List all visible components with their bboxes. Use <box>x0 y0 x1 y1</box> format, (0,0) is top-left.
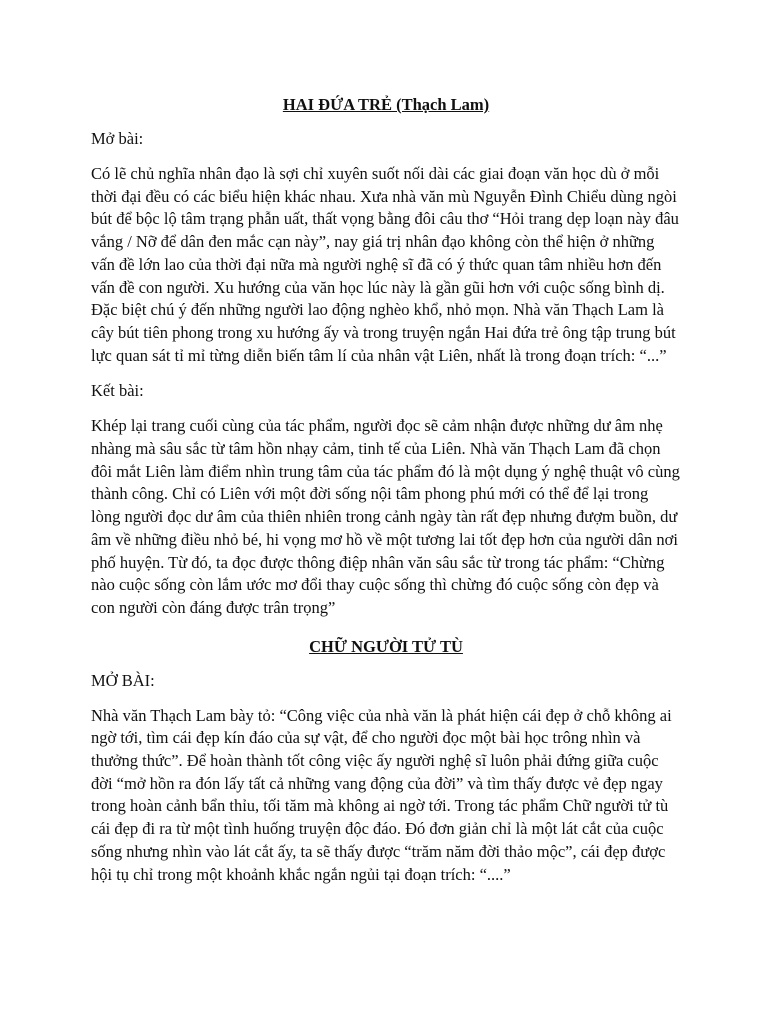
conclusion-paragraph: Khép lại trang cuối cùng của tác phẩm, người đọc sẽ cảm nhận được những dư âm nhẹ nhàng mà sâu sắc từ tâm hồn nhạy cảm, tinh tế của Liên. Nhà văn Thạch Lam đã chọn đôi mắt Liên làm điểm nhìn trung tâm của tác phẩm đó là một dụng ý nghệ thuật vô cùng thành công. Chỉ có Liên với một đời sống nội tâm phong phú mới có thể để lại trong lòng người đọc dư âm của thiên nhiên trong cảnh ngày tàn rất đẹp nhưng đượm buồn, dư âm về những điều nhỏ bé, hi vọng mơ hồ về một tương lai tốt đẹp hơn của người dân nơi phố huyện. Từ đó, ta đọc được thông điệp nhân văn sâu sắc từ trong tác phẩm: “Chừng nào cuộc sống còn lắm ước mơ đổi thay cuộc sống thì chừng đó cuộc sống còn đẹp và con người còn đáng được trân trọng” <box>91 416 680 617</box>
conclusion-label: Kết bài: <box>91 381 144 401</box>
intro-paragraph: Có lẽ chủ nghĩa nhân đạo là sợi chỉ xuyên suốt nối dài các giai đoạn văn học dù ở mỗi thời đại đều có các biểu hiện khác nhau. Xưa nhà văn mù Nguyễn Đình Chiểu dùng ngòi bút để bộc lộ tâm trạng phẫn uất, thất vọng bằng đôi câu thơ “Hỏi trang dẹp loạn này đâu vắng / Nỡ để dân đen mắc cạn này”, nay giá trị nhân đạo không còn thể hiện ở những vấn đề lớn lao của thời đại nữa mà người nghệ sĩ đã có ý thức quan tâm nhiều hơn đến vấn đề con người. Xu hướng của văn học lúc này là gần gũi hơn với cuộc sống bình dị. Đặc biệt chú ý đến những người lao động nghèo khổ, nhỏ mọn. Nhà văn Thạch Lam là cây bút tiên phong trong xu hướng ấy và trong truyện ngắn Hai đứa trẻ ông tập trung bút lực quan sát tỉ mỉ từng diễn biến tâm lí của nhân vật Liên, nhất là trong đoạn trích: “...” <box>91 164 679 365</box>
document-body <box>91 90 681 886</box>
section-title-chu-nguoi-tu-tu: CHỮ NGƯỜI TỬ TÙ <box>309 636 463 656</box>
intro-paragraph: Nhà văn Thạch Lam bày tỏ: “Công việc của nhà văn là phát hiện cái đẹp ở chỗ không ai ngờ tới, tìm cái đẹp kín đáo của sự vật, để cho người đọc một bài học trông nhìn và thưởng thức”. Để hoàn thành tốt công việc ấy người nghệ sĩ luôn phải đứng giữa cuộc đời “mở hồn ra đón lấy tất cả những vang động của đời” và tìm thấy được vẻ đẹp ngay trong hoàn cảnh bẩn thỉu, tối tăm mà không ai ngờ tới. Trong tác phẩm Chữ người tử tù cái đẹp đi ra từ một tình huống truyện độc đáo. Đó đơn giản chỉ là một lát cắt của cuộc sống nhưng nhìn vào lát cắt ấy, ta sẽ thấy được “trăm năm đời thảo mộc”, cái đẹp được hội tụ chỉ trong một khoảnh khắc ngắn ngủi tại đoạn trích: “....” <box>91 705 672 884</box>
intro-label: Mở bài: <box>91 129 144 148</box>
intro-label: MỞ BÀI: <box>91 670 155 690</box>
section-title-hai-dua-tre: HAI ĐỨA TRẺ (Thạch Lam) <box>282 95 490 114</box>
